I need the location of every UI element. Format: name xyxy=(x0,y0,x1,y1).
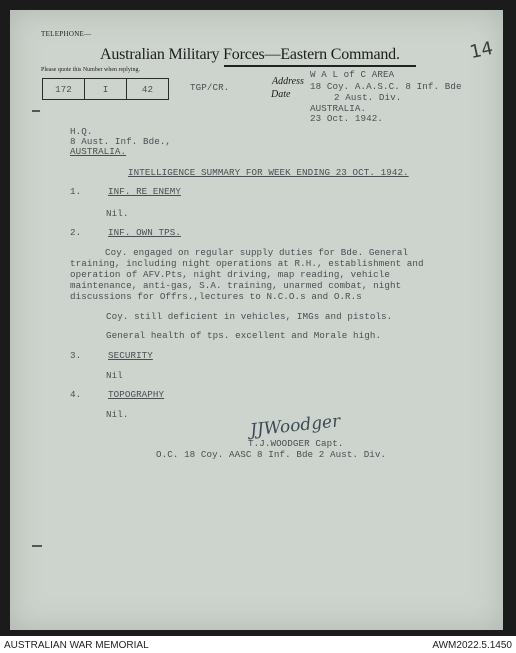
signatory-title: O.C. 18 Coy. AASC 8 Inf. Bde 2 Aust. Div. xyxy=(156,449,387,460)
address-label: Address xyxy=(272,76,304,87)
punch-mark xyxy=(32,110,40,112)
section-paragraph: Nil xyxy=(106,370,123,381)
section-heading: TOPOGRAPHY xyxy=(108,389,165,400)
section-heading: INF. RE ENEMY xyxy=(108,186,181,197)
summary-title: INTELLIGENCE SUMMARY FOR WEEK ENDING 23 OCT. 1942. xyxy=(128,167,409,178)
command-title: Australian Military Forces—Eastern Command. xyxy=(100,46,400,63)
reference-cell: 172 xyxy=(43,79,85,99)
section-heading: INF. OWN TPS. xyxy=(108,227,181,238)
section-paragraph: Nil. xyxy=(106,208,129,219)
address-line: 2 Aust. Div. xyxy=(334,92,402,103)
recipient-line: AUSTRALIA. xyxy=(70,146,127,157)
recipient-line: H.Q. xyxy=(70,126,93,137)
address-line: 18 Coy. A.A.S.C. 8 Inf. Bde xyxy=(310,81,462,92)
document-date: 23 Oct. 1942. xyxy=(310,113,383,124)
archive-credit: AUSTRALIAN WAR MEMORIAL xyxy=(4,640,149,651)
section-heading: SECURITY xyxy=(108,350,153,361)
section-paragraph: Nil. xyxy=(106,409,129,420)
document-page xyxy=(10,10,503,630)
title-underline xyxy=(224,65,416,67)
reference-cell: I xyxy=(85,79,127,99)
section-number: 2. xyxy=(70,227,82,238)
date-label: Date xyxy=(271,89,291,100)
section-number: 4. xyxy=(70,389,82,400)
recipient-line: 8 Aust. Inf. Bde., xyxy=(70,136,172,147)
punch-mark xyxy=(32,545,42,547)
section-paragraph: Coy. still deficient in vehicles, IMGs and pistols. xyxy=(106,311,393,322)
quote-note: Please quote this Number when replying. xyxy=(41,67,140,73)
section-paragraph: General health of tps. excellent and Morale high. xyxy=(106,330,382,341)
section-number: 3. xyxy=(70,350,82,361)
handwritten-signature: JJWoodger xyxy=(249,411,342,441)
file-reference: TGP/CR. xyxy=(190,82,230,93)
signatory-name: T.J.WOODGER Capt. xyxy=(248,438,344,449)
archive-reference: AWM2022.5.1450 xyxy=(432,640,512,651)
reference-number-box xyxy=(42,78,169,100)
section-paragraph: Coy. engaged on regular supply duties for Bde. General training, including night operations at R.H., establishment and operation of AFV.Pts, night driving, map reading, vehicle maintenance, anti-gas, S.A. training, unarmed combat, night discussions for Offrs.,lectures to N.C.O.s and O.R.s xyxy=(70,247,424,302)
reference-cell: 42 xyxy=(141,83,154,95)
section-number: 1. xyxy=(70,186,82,197)
telephone-label: TELEPHONE— xyxy=(41,30,92,38)
page-number-handwritten: 14 xyxy=(468,37,495,64)
address-line: W A L of C AREA xyxy=(310,69,395,80)
address-line: AUSTRALIA. xyxy=(310,103,367,114)
